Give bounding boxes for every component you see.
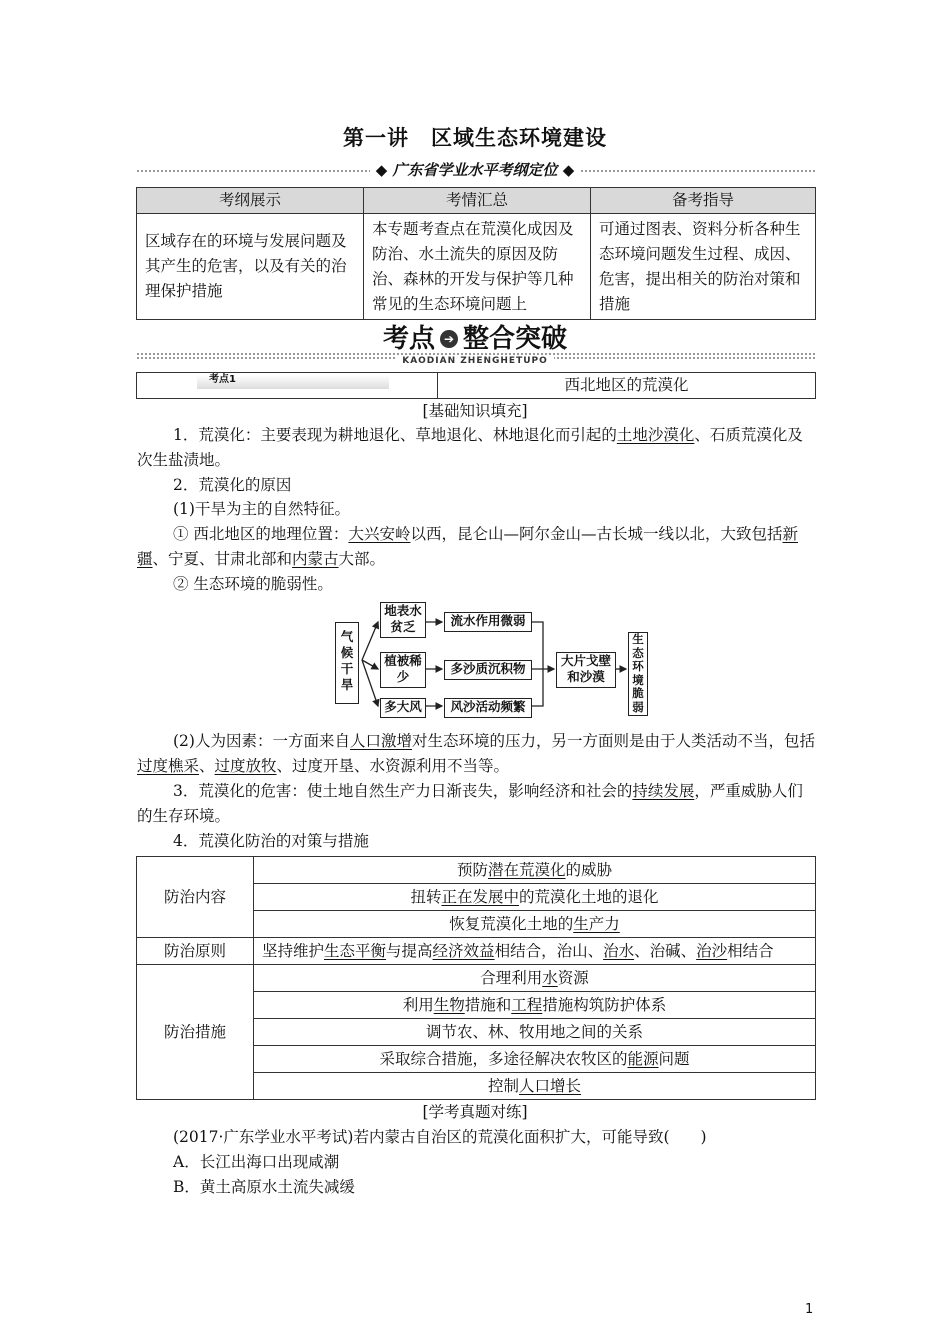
banner-pinyin: KAODIAN ZHENGHETUPO (396, 356, 554, 366)
topic-tag: 考点1 (209, 374, 236, 385)
diagram-node: 多大风 (380, 698, 426, 718)
paragraph: 2．荒漠化的原因 (173, 476, 292, 494)
paragraph: 3．荒漠化的危害：使土地自然生产力日渐丧失，影响经济和社会的持续发展，严重威胁人们的生存环境。 (137, 782, 803, 825)
table-header: 备考指导 (591, 188, 816, 214)
row-label: 防治措施 (137, 965, 254, 1100)
paragraph: 4．荒漠化防治的对策与措施 (173, 832, 369, 850)
table-header: 考情汇总 (364, 188, 591, 214)
table-cell: 采取综合措施，多途径解决农牧区的能源问题 (254, 1046, 816, 1073)
table-cell: 恢复荒漠化土地的生产力 (254, 911, 816, 938)
table-cell: 控制人口增长 (254, 1073, 816, 1100)
table-cell: 区域存在的环境与发展问题及其产生的危害，以及有关的治理保护措施 (137, 214, 364, 320)
row-label: 防治内容 (137, 857, 254, 938)
diagram-node-end: 生态环境脆弱 (628, 632, 648, 716)
table-header: 考纲展示 (137, 188, 364, 214)
table-cell: 坚持维护生态平衡与提高经济效益相结合，治山、治水、治碱、治沙相结合 (254, 938, 816, 965)
table-cell: 可通过图表、资料分析各种生态环境问题发生过程、成因、危害，提出相关的防治对策和措施 (591, 214, 816, 320)
paragraph: (2)人为因素：一方面来自人口激增对生态环境的压力，另一方面则是由于人类活动不当，包括过度樵采、过度放牧、过度开垦、水资源利用不当等。 (137, 732, 815, 775)
diagram-node-start: 气候干旱 (335, 622, 359, 704)
table-cell: 利用生物措施和工程措施构筑防护体系 (254, 992, 816, 1019)
table-cell: 扭转正在发展中的荒漠化土地的退化 (254, 884, 816, 911)
cause-diagram (335, 600, 655, 720)
section-label: [基础知识填充] (422, 402, 528, 420)
arrow-circle-icon: ➔ (440, 330, 458, 348)
topic-table (136, 372, 816, 399)
row-label: 防治原则 (137, 938, 254, 965)
page-number: 1 (805, 1302, 814, 1317)
diagram-node: 风沙活动频繁 (444, 698, 532, 718)
page-title: 第一讲 区域生态环境建设 (343, 126, 607, 150)
measures-table (136, 856, 816, 1100)
option-b: B．黄土高原水土流失减缓 (173, 1178, 355, 1196)
topic-title: 西北地区的荒漠化 (438, 373, 816, 399)
section-banner: 考点 ➔ 整合突破 (383, 324, 567, 354)
paragraph: 1．荒漠化：主要表现为耕地退化、草地退化、林地退化而引起的土地沙漠化、石质荒漠化及次生盐渍地。 (137, 426, 803, 469)
table-cell: 合理利用水资源 (254, 965, 816, 992)
section-label: [学考真题对练] (422, 1103, 528, 1121)
table-cell: 调节农、林、牧用地之间的关系 (254, 1019, 816, 1046)
table-cell: 预防潜在荒漠化的威胁 (254, 857, 816, 884)
diagram-node: 流水作用微弱 (444, 612, 532, 632)
diagram-node: 植被稀少 (380, 652, 426, 688)
diagram-node: 地表水贫乏 (380, 602, 426, 638)
paragraph: ① 西北地区的地理位置：大兴安岭以西，昆仑山—阿尔金山—古长城一线以北，大致包括新疆、宁夏、甘肃北部和内蒙古大部。 (137, 525, 798, 568)
paragraph: ② 生态环境的脆弱性。 (173, 575, 333, 593)
outline-table (136, 187, 816, 320)
table-cell: 本专题考查点在荒漠化成因及防治、水土流失的原因及防治、森林的开发与保护等几种常见的生态环境问题上 (364, 214, 591, 320)
option-a: A．长江出海口出现咸潮 (173, 1153, 340, 1171)
diagram-node: 大片戈壁和沙漠 (556, 652, 616, 688)
subtitle: ◆ 广东省学业水平考纲定位 ◆ (370, 161, 581, 179)
question-stem: (2017·广东学业水平考试)若内蒙古自治区的荒漠化面积扩大，可能导致( ) (173, 1128, 707, 1146)
paragraph: (1)干旱为主的自然特征。 (173, 500, 350, 518)
diagram-node: 多沙质沉积物 (444, 660, 532, 680)
